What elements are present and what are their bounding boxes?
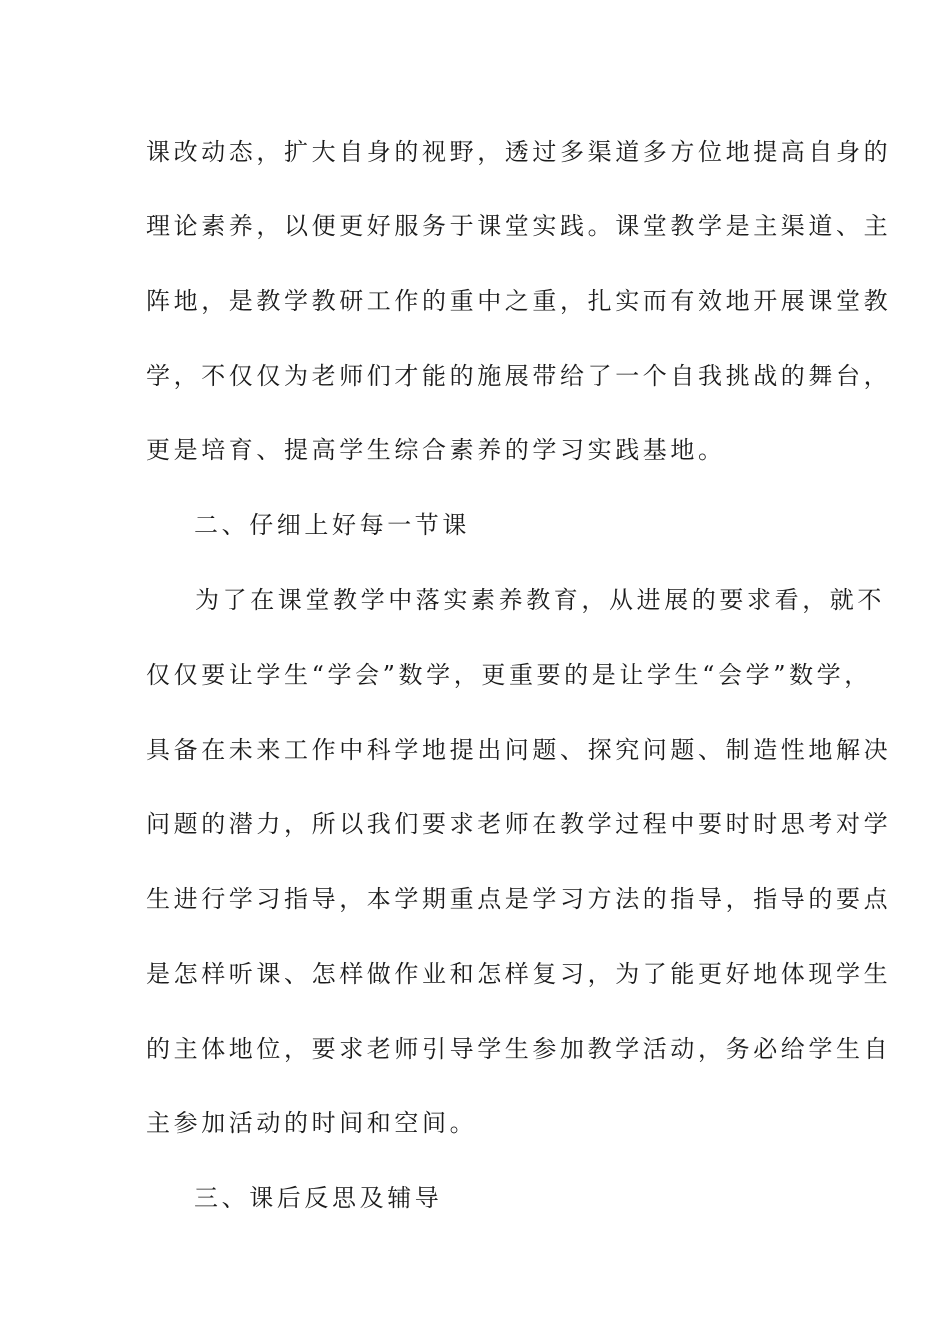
paragraph-1-line-5: 更是培育、提高学生综合素养的学习实践基地。 <box>146 436 726 464</box>
paragraph-2-line-5: 生进行学习指导，本学期重点是学习方法的指导，指导的要点 <box>146 885 892 913</box>
paragraph-1-line-3: 阵地，是教学教研工作的重中之重，扎实而有效地开展课堂教 <box>146 287 892 315</box>
paragraph-2-line-4: 问题的潜力，所以我们要求老师在教学过程中要时时思考对学 <box>146 810 892 838</box>
section-heading-3: 三、课后反思及辅导 <box>194 1184 443 1212</box>
paragraph-2-line-6: 是怎样听课、怎样做作业和怎样复习，为了能更好地体现学生 <box>146 960 892 988</box>
paragraph-2-line-2: 仅仅要让学生“学会”数学，更重要的是让学生“会学”数学， <box>146 661 872 689</box>
paragraph-2-line-3: 具备在未来工作中科学地提出问题、探究问题、制造性地解决 <box>146 736 892 764</box>
paragraph-1-line-1: 课改动态，扩大自身的视野，透过多渠道多方位地提高自身的 <box>146 138 892 166</box>
paragraph-2-line-7: 的主体地位，要求老师引导学生参加教学活动，务必给学生自 <box>146 1035 892 1063</box>
paragraph-1-line-4: 学，不仅仅为老师们才能的施展带给了一个自我挑战的舞台， <box>146 362 892 390</box>
paragraph-1-line-2: 理论素养，以便更好服务于课堂实践。课堂教学是主渠道、主 <box>146 212 892 240</box>
section-heading-2: 二、仔细上好每一节课 <box>194 511 470 539</box>
paragraph-2-line-8: 主参加活动的时间和空间。 <box>146 1109 478 1137</box>
paragraph-2-line-1: 为了在课堂教学中落实素养教育，从进展的要求看，就不 <box>195 586 885 614</box>
